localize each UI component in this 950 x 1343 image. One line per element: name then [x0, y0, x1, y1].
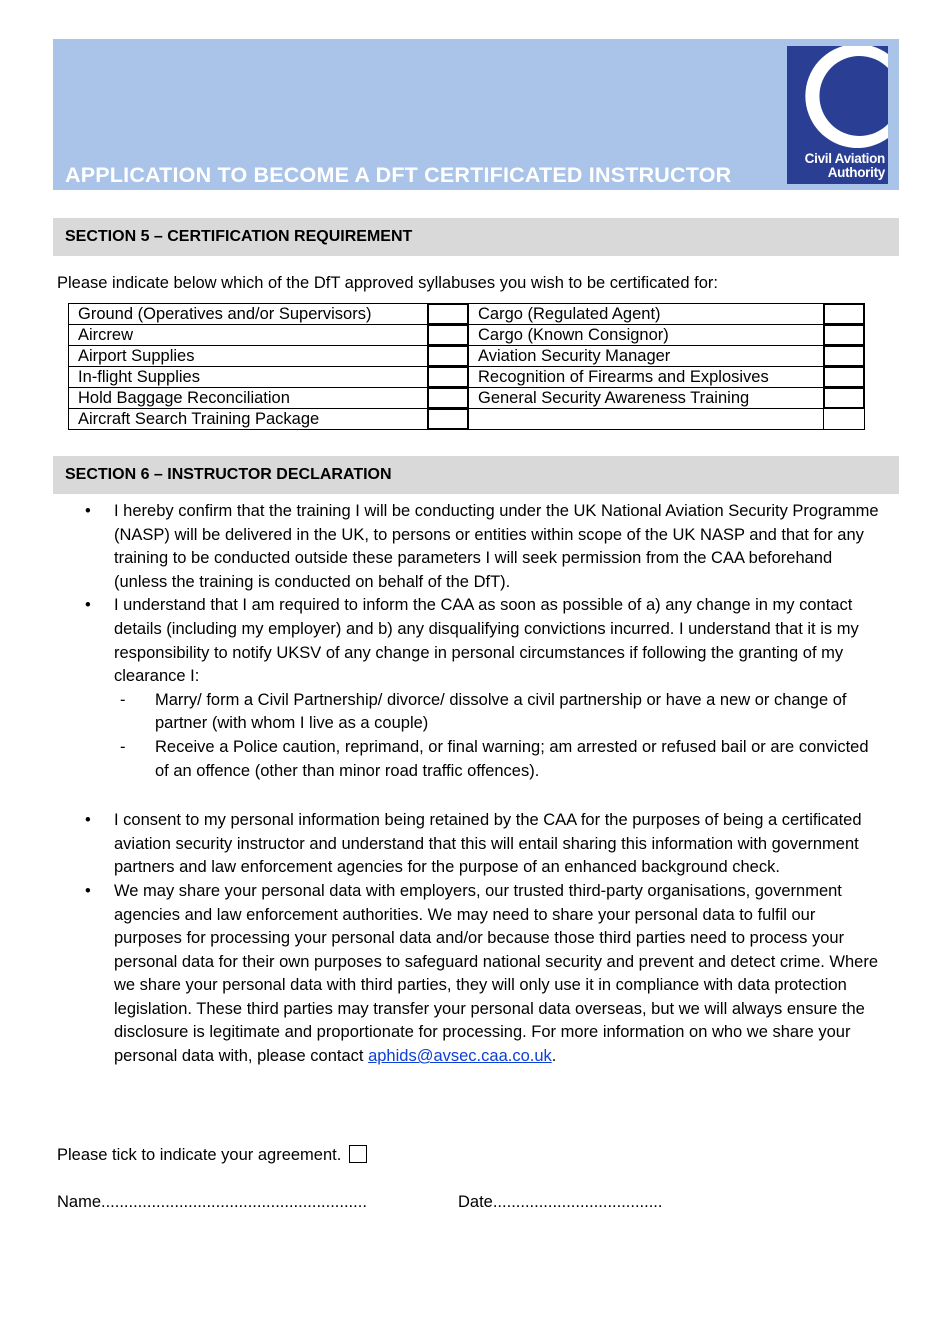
circumstance-item-2: [85, 736, 885, 783]
section-5-bar: [53, 218, 899, 256]
syllabus-checkbox[interactable]: [428, 388, 468, 408]
syllabus-label: General Security Awareness Training: [469, 388, 824, 409]
syllabus-checkbox[interactable]: [428, 325, 468, 345]
circumstance-text-1: Marry/ form a Civil Partnership/ divorce/ dissolve a civil partnership or have a new or change of partner (with whom I live as a couple): [155, 690, 847, 733]
section-5-heading: SECTION 5 – CERTIFICATION REQUIREMENT: [65, 228, 413, 245]
circumstance-item-1: [85, 689, 885, 736]
dash-icon: -: [120, 690, 126, 709]
syllabus-label: Cargo (Regulated Agent): [469, 304, 824, 325]
date-field[interactable]: Date.....................................: [458, 1193, 663, 1211]
declaration-item-3: [85, 809, 885, 880]
declaration-text-1: I hereby confirm that the training I will be conducting under the UK National Aviation Security Programme (NASP) will be delivered in the UK, to persons or entities within scope of the UK NASP and that for any training to be conducted outside these parameters I will seek permission from the CAA beforehand (unless the training is conducted on behalf of the DfT).: [114, 502, 879, 591]
syllabus-checkbox-cell[interactable]: [824, 388, 865, 409]
declaration-text-3: I consent to my personal information being retained by the CAA for the purposes of being a certificated aviation security instructor and understand that this will entail sharing this information with government partners and law enforcement agencies for the purpose of an enhanced background check.: [114, 811, 862, 877]
syllabus-checkbox-cell[interactable]: [428, 367, 469, 388]
agreement-label: Please tick to indicate your agreement.: [57, 1146, 342, 1164]
bullet-icon: •: [85, 502, 91, 520]
syllabus-label: Hold Baggage Reconciliation: [69, 388, 428, 409]
syllabus-checkbox[interactable]: [428, 304, 468, 324]
declaration-list: [85, 500, 885, 1069]
syllabus-checkbox-cell: [824, 409, 865, 430]
logo-line-2: Authority: [827, 165, 885, 180]
declaration-text-4: We may share your personal data with employers, our trusted third-party organisations, government agencies and law enforcement authorities. We may need to share your personal data to fulfil our purposes for processing your personal data and/or because those third parties need to process your personal data for their own purposes to safeguard national security and prevent and detect crime. Where we share your personal data with third parties, they will only use it in compliance with data protection legislation. These third parties may transfer your personal data overseas, but we will always ensure the disclosure is legitimate and proportionate for processing. For more information on who we share your personal data with, please contact: [114, 881, 879, 1066]
circumstance-text-2: Receive a Police caution, reprimand, or final warning; am arrested or refused bail or are convicted of an offence (other than minor road traffic offences).: [155, 737, 869, 780]
section-6-bar: [53, 456, 899, 494]
syllabus-checkbox[interactable]: [428, 409, 468, 429]
table-row: [69, 409, 865, 430]
contact-email-link[interactable]: aphids@avsec.caa.co.uk: [368, 1047, 552, 1066]
syllabus-checkbox[interactable]: [428, 346, 468, 366]
bullet-icon: •: [85, 881, 91, 900]
syllabus-checkbox-cell[interactable]: [428, 304, 469, 325]
table-row: [69, 367, 865, 388]
syllabus-checkbox-cell[interactable]: [824, 304, 865, 325]
logo-text: [805, 152, 885, 180]
syllabus-label: Aircrew: [69, 325, 428, 346]
logo-line-1: Civil Aviation: [804, 151, 885, 166]
syllabus-label: Airport Supplies: [69, 346, 428, 367]
syllabus-label: In-flight Supplies: [69, 367, 428, 388]
syllabus-checkbox-cell[interactable]: [428, 409, 469, 430]
syllabus-label: Recognition of Firearms and Explosives: [469, 367, 824, 388]
declaration-text-2: I understand that I am required to inform the CAA as soon as possible of a) any change in my contact details (including my employer) and b) any disqualifying convictions incurred. I understand that it is my responsibility to notify UKSV of any change in personal circumstances if following the granting of my clearance I:: [114, 596, 859, 686]
syllabus-checkbox[interactable]: [824, 325, 864, 345]
syllabus-checkbox-cell[interactable]: [824, 325, 865, 346]
declaration-item-1: [85, 500, 885, 594]
table-row: [69, 304, 865, 325]
syllabus-checkbox[interactable]: [824, 388, 864, 408]
section-6-heading: SECTION 6 – INSTRUCTOR DECLARATION: [65, 466, 392, 483]
header-band: [53, 39, 899, 190]
declaration-item-4: [85, 880, 885, 1069]
syllabus-label: Aircraft Search Training Package: [69, 409, 428, 430]
spacer: [85, 783, 885, 809]
syllabus-checkbox-cell[interactable]: [824, 346, 865, 367]
syllabus-checkbox[interactable]: [824, 304, 864, 324]
syllabus-label: Ground (Operatives and/or Supervisors): [69, 304, 428, 325]
table-row: [69, 388, 865, 409]
section-5-intro: Please indicate below which of the DfT approved syllabuses you wish to be certificated for:: [57, 274, 718, 292]
syllabus-checkbox[interactable]: [824, 346, 864, 366]
bullet-icon: •: [85, 596, 91, 615]
syllabus-label: Cargo (Known Consignor): [469, 325, 824, 346]
name-field[interactable]: Name..........................................................: [57, 1193, 367, 1211]
syllabus-checkbox-cell[interactable]: [824, 367, 865, 388]
declaration-item-2: [85, 594, 885, 688]
syllabus-checkbox[interactable]: [824, 367, 864, 387]
declaration-text-4-end: .: [551, 1047, 557, 1066]
dash-icon: -: [120, 737, 126, 756]
agreement-checkbox[interactable]: [349, 1145, 367, 1163]
caa-logo: [787, 46, 888, 184]
form-title: APPLICATION TO BECOME A DFT CERTIFICATED INSTRUCTOR: [65, 163, 732, 187]
syllabus-label: [469, 409, 824, 430]
agreement-row: [57, 1145, 367, 1165]
syllabus-checkbox-cell[interactable]: [428, 346, 469, 367]
bullet-icon: •: [85, 811, 91, 830]
table-row: [69, 325, 865, 346]
syllabus-table: [68, 303, 865, 430]
syllabus-checkbox-cell[interactable]: [428, 325, 469, 346]
table-row: [69, 346, 865, 367]
syllabus-label: Aviation Security Manager: [469, 346, 824, 367]
syllabus-checkbox[interactable]: [428, 367, 468, 387]
syllabus-checkbox-cell[interactable]: [428, 388, 469, 409]
